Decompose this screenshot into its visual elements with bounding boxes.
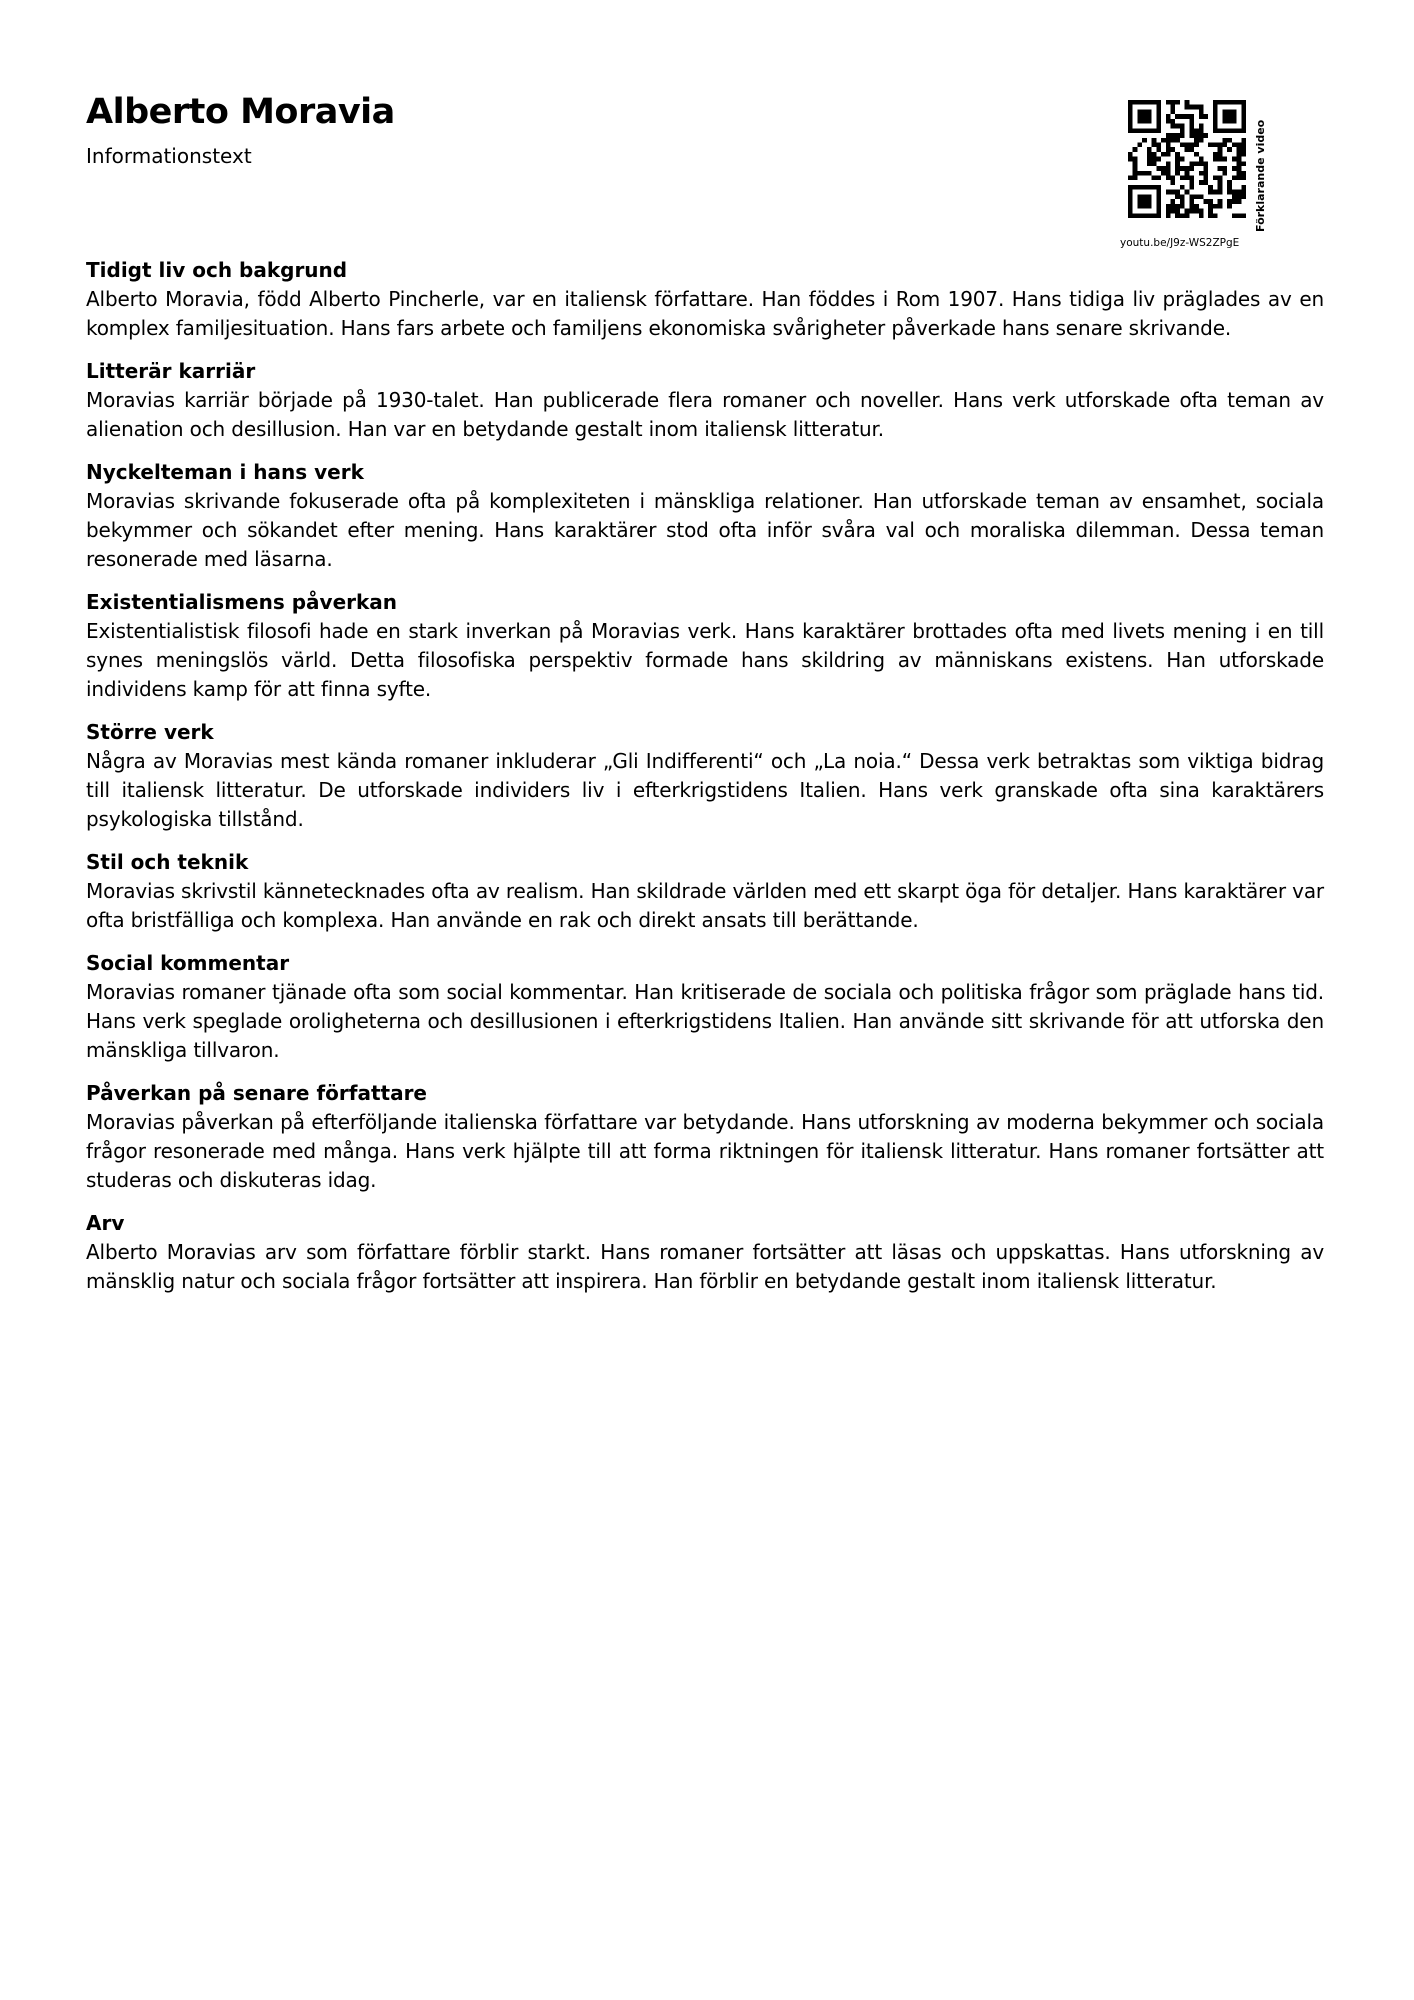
section-literary-career (86, 357, 1324, 444)
section-heading: Nyckelteman i hans verk (86, 460, 364, 484)
section-early-life (86, 256, 1324, 343)
section-existentialism (86, 588, 1324, 704)
qr-label: Förklarande video (1254, 119, 1267, 232)
section-text: Moravias skrivande fokuserade ofta på komplexiteten i mänskliga relationer. Han utforskade teman av ensamhet, sociala bekymmer och sökandet efter mening. Hans karaktärer stod ofta inför svåra val och moraliska dilemman. Dessa teman resonerade med läsarna. (86, 489, 1324, 571)
section-text: Existentialistisk filosofi hade en stark inverkan på Moravias verk. Hans karaktärer brottades ofta med livets mening i en till synes meningslös värld. Detta filosofiska perspektiv formade hans skildring av människans existens. Han utforskade individens kamp för att finna syfte. (86, 619, 1324, 701)
section-heading: Social kommentar (86, 951, 290, 975)
section-heading: Litterär karriär (86, 359, 256, 383)
page-title: Alberto Moravia (86, 92, 395, 132)
section-heading: Större verk (86, 720, 214, 744)
section-text: Moravias karriär började på 1930-talet. Han publicerade flera romaner och noveller. Hans verk utforskade ofta teman av alienation och desillusion. Han var en betydande gestalt inom italiensk litteratur. (86, 388, 1324, 441)
section-heading: Arv (86, 1211, 125, 1235)
section-text: Alberto Moravias arv som författare förblir starkt. Hans romaner fortsätter att läsas och uppskattas. Hans utforskning av mänsklig natur och sociala frågor fortsätter att inspirera. Han förblir en betydande gestalt inom italiensk litteratur. (86, 1240, 1324, 1293)
section-text: Alberto Moravia, född Alberto Pincherle, var en italiensk författare. Han föddes i Rom 1907. Hans tidiga liv präglades av en komplex familjesituation. Hans fars arbete och familjens ekonomiska svårigheter påverkade hans senare skrivande. (86, 287, 1324, 340)
section-text: Moravias skrivstil kännetecknades ofta av realism. Han skildrade världen med ett skarpt öga för detaljer. Hans karaktärer var ofta bristfälliga och komplexa. Han använde en rak och direkt ansats till berättande. (86, 879, 1324, 932)
section-heading: Tidigt liv och bakgrund (86, 258, 348, 282)
qr-url[interactable]: youtu.be/J9z-WS2ZPgE (1120, 237, 1240, 249)
section-heading: Påverkan på senare författare (86, 1081, 427, 1105)
page-subtitle: Informationstext (86, 144, 252, 168)
section-heading: Existentialismens påverkan (86, 590, 398, 614)
section-key-themes (86, 458, 1324, 574)
section-text: Några av Moravias mest kända romaner inkluderar „Gli Indifferenti“ och „La noia.“ Dessa verk betraktas som viktiga bidrag till italiensk litteratur. De utforskade individers liv i efterkrigstidens Italien. Hans verk granskade ofta sina karaktärers psykologiska tillstånd. (86, 749, 1324, 831)
section-heading: Stil och teknik (86, 850, 249, 874)
section-influence (86, 1079, 1324, 1195)
section-text: Moravias romaner tjänade ofta som social kommentar. Han kritiserade de sociala och politiska frågor som präglade hans tid. Hans verk speglade oroligheterna och desillusionen i efterkrigstidens Italien. Han använde sitt skrivande för att utforska den mänskliga tillvaron. (86, 980, 1324, 1062)
section-style-technique (86, 848, 1324, 935)
section-social-commentary (86, 949, 1324, 1065)
article-body (86, 256, 1324, 1310)
section-major-works (86, 718, 1324, 834)
section-legacy (86, 1209, 1324, 1296)
qr-code-icon[interactable] (1128, 100, 1246, 218)
section-text: Moravias påverkan på efterföljande italienska författare var betydande. Hans utforskning av moderna bekymmer och sociala frågor resonerade med många. Hans verk hjälpte till att forma riktningen för italiensk litteratur. Hans romaner fortsätter att studeras och diskuteras idag. (86, 1110, 1324, 1192)
qr-code-block[interactable] (1118, 96, 1298, 256)
